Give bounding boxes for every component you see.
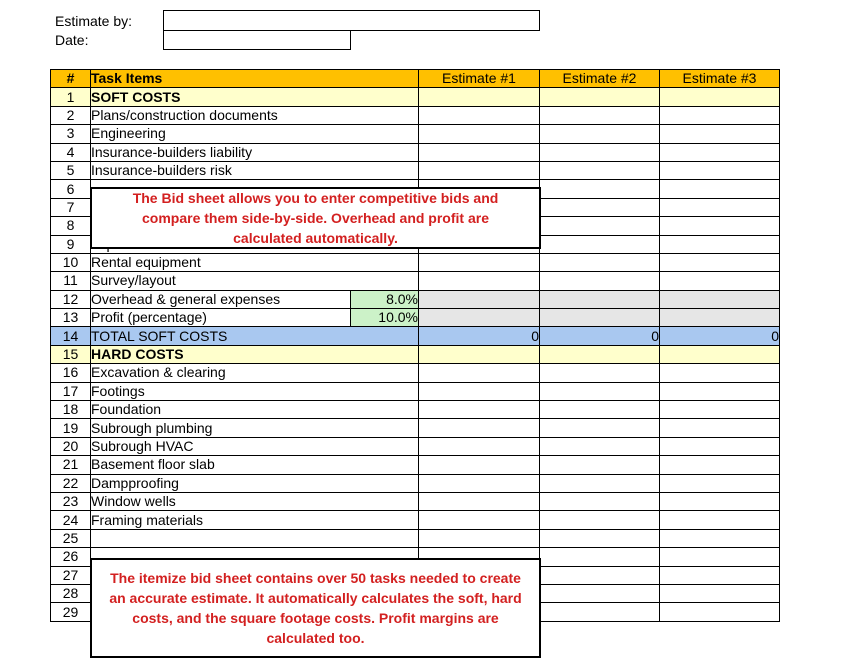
estimate-2-cell	[540, 88, 660, 106]
estimate-1-cell: 0	[419, 327, 540, 345]
estimate-1-cell[interactable]	[419, 529, 540, 547]
estimate-2-cell[interactable]	[540, 235, 660, 253]
estimate-1-cell[interactable]	[419, 401, 540, 419]
estimate-2-cell[interactable]	[540, 529, 660, 547]
estimate-3-cell[interactable]	[660, 529, 780, 547]
row-number: 21	[51, 456, 91, 474]
table-row	[51, 511, 780, 529]
estimate-3-cell[interactable]	[660, 603, 780, 621]
col-header-estimate-1: Estimate #1	[419, 70, 540, 88]
row-number: 25	[51, 529, 91, 547]
estimate-2-cell[interactable]	[540, 456, 660, 474]
col-header-estimate-2: Estimate #2	[540, 70, 660, 88]
col-header-task-items: Task Items	[91, 70, 419, 88]
estimate-2-cell[interactable]	[540, 143, 660, 161]
estimate-2-cell[interactable]	[540, 272, 660, 290]
estimate-3-cell[interactable]	[660, 272, 780, 290]
row-number: 6	[51, 180, 91, 198]
row-number: 24	[51, 511, 91, 529]
section-heading: SOFT COSTS	[91, 88, 419, 106]
row-number: 22	[51, 474, 91, 492]
row-number: 27	[51, 566, 91, 584]
row-number: 26	[51, 548, 91, 566]
row-number: 28	[51, 584, 91, 602]
task-name: Insurance-builders risk	[91, 161, 419, 179]
estimate-3-cell	[660, 309, 780, 327]
task-name: Insurance-builders liability	[91, 143, 419, 161]
estimate-1-cell[interactable]	[419, 492, 540, 510]
estimate-2-cell[interactable]	[540, 437, 660, 455]
estimate-3-cell[interactable]	[660, 217, 780, 235]
estimate-3-cell[interactable]	[660, 143, 780, 161]
estimate-2-cell[interactable]	[540, 584, 660, 602]
table-row	[51, 161, 780, 179]
task-name: Rental equipment	[91, 253, 419, 271]
row-number: 2	[51, 106, 91, 124]
estimate-1-cell	[419, 290, 540, 308]
row-number: 29	[51, 603, 91, 621]
estimate-2-cell[interactable]	[540, 125, 660, 143]
estimate-2-cell[interactable]	[540, 106, 660, 124]
row-number: 23	[51, 492, 91, 510]
date-label: Date:	[55, 32, 89, 48]
row-number: 14	[51, 327, 91, 345]
estimate-1-cell[interactable]	[419, 382, 540, 400]
task-name: Subrough HVAC	[91, 437, 419, 455]
bid-sheet-info-text: The Bid sheet allows you to enter competitive bids and compare them side-by-side. Overhead and profit are calculated automatically.	[132, 190, 499, 246]
row-number: 5	[51, 161, 91, 179]
estimate-2-cell[interactable]	[540, 161, 660, 179]
estimate-3-cell[interactable]	[660, 584, 780, 602]
estimate-3-cell[interactable]	[660, 456, 780, 474]
row-number: 1	[51, 88, 91, 106]
table-row	[51, 143, 780, 161]
estimate-1-cell[interactable]	[419, 364, 540, 382]
estimate-2-cell[interactable]	[540, 419, 660, 437]
estimate-3-cell[interactable]	[660, 492, 780, 510]
estimate-1-cell[interactable]	[419, 161, 540, 179]
task-name: Plans/construction documents	[91, 106, 419, 124]
estimate-3-cell[interactable]	[660, 401, 780, 419]
task-name: Excavation & clearing	[91, 364, 419, 382]
estimate-1-cell[interactable]	[419, 143, 540, 161]
row-number: 18	[51, 401, 91, 419]
table-row	[51, 327, 780, 345]
estimate-1-cell[interactable]	[419, 419, 540, 437]
row-number: 7	[51, 198, 91, 216]
table-row	[51, 492, 780, 510]
estimate-2-cell[interactable]	[540, 217, 660, 235]
estimate-1-cell	[419, 88, 540, 106]
estimate-3-cell[interactable]	[660, 511, 780, 529]
estimate-3-cell[interactable]	[660, 125, 780, 143]
table-row	[51, 401, 780, 419]
estimate-2-cell[interactable]	[540, 382, 660, 400]
total-label: TOTAL SOFT COSTS	[91, 327, 419, 345]
estimate-1-cell[interactable]	[419, 511, 540, 529]
row-number: 19	[51, 419, 91, 437]
row-number: 9	[51, 235, 91, 253]
bid-sheet-info-note	[90, 187, 541, 249]
estimate-3-cell[interactable]	[660, 106, 780, 124]
estimate-3-cell[interactable]	[660, 419, 780, 437]
table-row	[51, 106, 780, 124]
task-name: Profit (percentage)	[91, 309, 351, 327]
table-row	[51, 456, 780, 474]
task-name: Subrough plumbing	[91, 419, 419, 437]
estimate-1-cell	[419, 309, 540, 327]
percentage-input[interactable]: 10.0%	[351, 309, 419, 327]
estimate-2-cell[interactable]	[540, 253, 660, 271]
itemize-info-note	[90, 558, 541, 658]
estimate-2-cell: 0	[540, 327, 660, 345]
task-name: Footings	[91, 382, 419, 400]
table-row	[51, 437, 780, 455]
estimate-2-cell[interactable]	[540, 566, 660, 584]
task-name: Foundation	[91, 401, 419, 419]
table-row	[51, 88, 780, 106]
estimate-1-cell	[419, 345, 540, 363]
table-row	[51, 474, 780, 492]
task-name	[91, 529, 419, 547]
table-row	[51, 364, 780, 382]
estimate-3-cell[interactable]	[660, 474, 780, 492]
header-row	[51, 70, 780, 88]
estimate-2-cell[interactable]	[540, 364, 660, 382]
estimate-3-cell[interactable]	[660, 180, 780, 198]
estimate-3-cell	[660, 290, 780, 308]
row-number: 13	[51, 309, 91, 327]
table-row	[51, 253, 780, 271]
estimate-3-cell[interactable]	[660, 437, 780, 455]
table-row	[51, 529, 780, 547]
table-row	[51, 345, 780, 363]
estimate-3-cell[interactable]	[660, 198, 780, 216]
itemize-info-text: The itemize bid sheet contains over 50 tasks needed to create an accurate estimate. It automatically calculates the soft, hard costs, and the square footage costs. Profit margins are calculated too.	[109, 570, 522, 646]
estimate-2-cell	[540, 290, 660, 308]
task-name: Dampproofing	[91, 474, 419, 492]
estimate-2-cell[interactable]	[540, 511, 660, 529]
estimate-3-cell[interactable]	[660, 235, 780, 253]
task-name: Window wells	[91, 492, 419, 510]
estimate-2-cell	[540, 309, 660, 327]
task-name: Overhead & general expenses	[91, 290, 351, 308]
table-row	[51, 382, 780, 400]
estimate-1-cell[interactable]	[419, 456, 540, 474]
estimate-3-cell[interactable]	[660, 364, 780, 382]
row-number: 10	[51, 253, 91, 271]
row-number: 20	[51, 437, 91, 455]
row-number: 15	[51, 345, 91, 363]
estimate-2-cell[interactable]	[540, 401, 660, 419]
table-row	[51, 309, 780, 327]
col-header-estimate-3: Estimate #3	[660, 70, 780, 88]
task-name: Survey/layout	[91, 272, 419, 290]
row-number: 16	[51, 364, 91, 382]
row-number: 4	[51, 143, 91, 161]
estimate-3-cell	[660, 345, 780, 363]
bid-sheet-table	[50, 69, 780, 622]
estimate-3-cell[interactable]	[660, 161, 780, 179]
task-name: Basement floor slab	[91, 456, 419, 474]
estimate-2-cell[interactable]	[540, 198, 660, 216]
row-number: 12	[51, 290, 91, 308]
estimate-1-cell[interactable]	[419, 272, 540, 290]
estimate-3-cell[interactable]	[660, 548, 780, 566]
estimate-2-cell	[540, 345, 660, 363]
percentage-input[interactable]: 8.0%	[351, 290, 419, 308]
estimate-1-cell[interactable]	[419, 253, 540, 271]
table-row	[51, 290, 780, 308]
row-number: 8	[51, 217, 91, 235]
estimate-2-cell[interactable]	[540, 548, 660, 566]
col-header-number: #	[51, 70, 91, 88]
section-heading: HARD COSTS	[91, 345, 419, 363]
estimate-2-cell[interactable]	[540, 492, 660, 510]
row-number: 3	[51, 125, 91, 143]
task-name: Framing materials	[91, 511, 419, 529]
estimate-3-cell	[660, 88, 780, 106]
estimate-by-label: Estimate by:	[55, 13, 133, 29]
estimate-by-field[interactable]	[163, 10, 540, 31]
estimate-3-cell[interactable]	[660, 253, 780, 271]
table-row	[51, 272, 780, 290]
estimate-2-cell[interactable]	[540, 603, 660, 621]
estimate-1-cell[interactable]	[419, 437, 540, 455]
estimate-3-cell[interactable]	[660, 382, 780, 400]
estimate-1-cell[interactable]	[419, 106, 540, 124]
row-number: 17	[51, 382, 91, 400]
estimate-1-cell[interactable]	[419, 125, 540, 143]
task-name: Engineering	[91, 125, 419, 143]
estimate-1-cell[interactable]	[419, 474, 540, 492]
estimate-3-cell: 0	[660, 327, 780, 345]
date-field[interactable]	[163, 30, 351, 50]
row-number: 11	[51, 272, 91, 290]
estimate-3-cell[interactable]	[660, 566, 780, 584]
estimate-2-cell[interactable]	[540, 180, 660, 198]
estimate-2-cell[interactable]	[540, 474, 660, 492]
table-row	[51, 419, 780, 437]
table-row	[51, 125, 780, 143]
